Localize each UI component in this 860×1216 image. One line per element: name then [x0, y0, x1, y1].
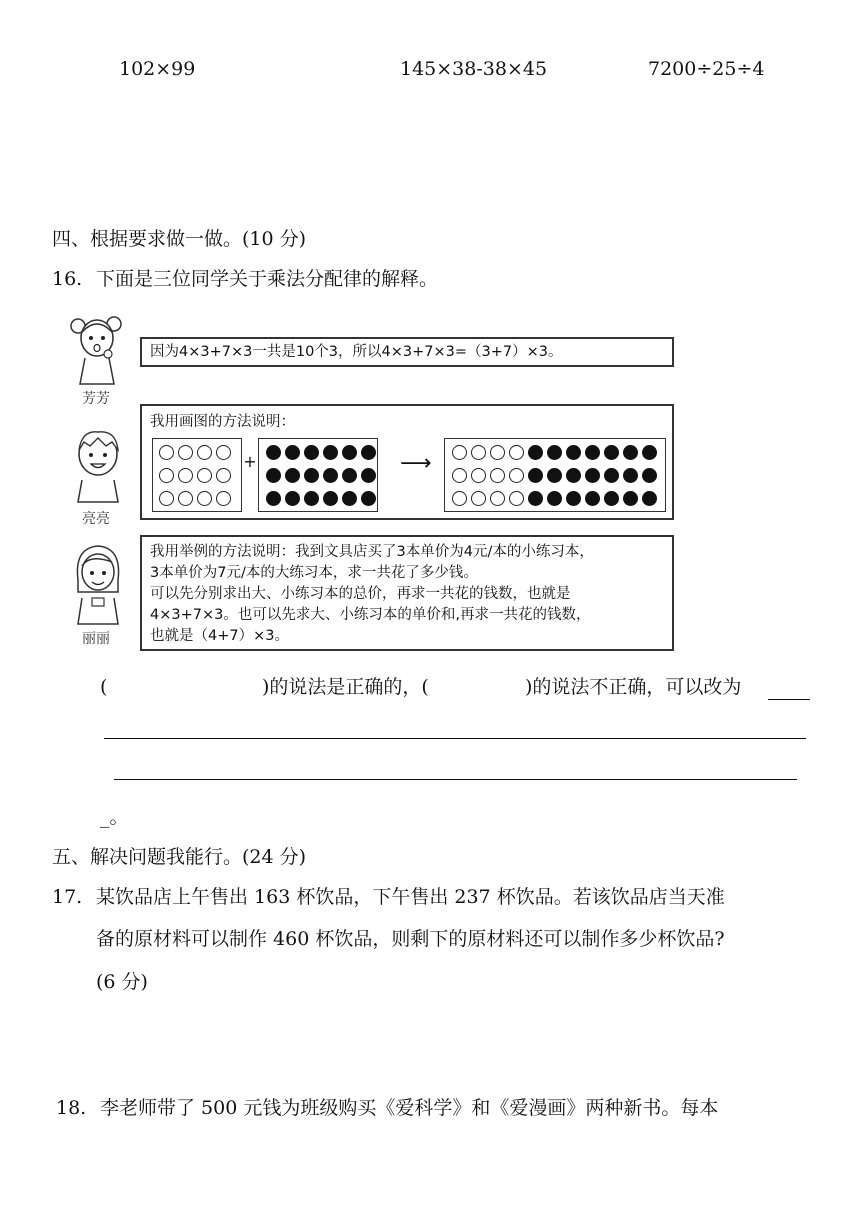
filled-dot-icon: [323, 445, 338, 460]
open-circle-icon: [159, 445, 174, 460]
filled-dot-icon: [323, 468, 338, 483]
lili-speech-line-5: 也就是（4+7）×3。: [150, 628, 289, 644]
filled-dot-icon: [642, 491, 657, 506]
open-circle-icon: [490, 491, 505, 506]
answer-open-paren: (: [100, 676, 108, 698]
open-circle-icon: [216, 491, 231, 506]
calc-expr-3: 7200÷25÷4: [648, 58, 765, 80]
filled-dot-icon: [623, 468, 638, 483]
filled-dot-icon: [566, 445, 581, 460]
open-circle-icon: [216, 468, 231, 483]
open-circle-icon: [197, 468, 212, 483]
section-5-title: 五、解决问题我能行。(24 分): [52, 846, 307, 868]
student-name-fangfang: 芳芳: [82, 391, 110, 407]
filled-dot-icon: [528, 445, 543, 460]
filled-dot-icon: [361, 491, 376, 506]
liangliang-speech-text: 我用画图的方法说明：: [150, 414, 295, 430]
q17-line-2: 备的原材料可以制作 460 杯饮品，则剩下的原材料还可以制作多少杯饮品?: [96, 928, 725, 950]
filled-dot-icon: [304, 468, 319, 483]
filled-dot-icon: [604, 468, 619, 483]
answer-line-2[interactable]: [104, 738, 806, 739]
filled-dot-icon: [266, 468, 281, 483]
open-circle-icon: [490, 468, 505, 483]
filled-dot-icon: [547, 445, 562, 460]
answer-blank-3[interactable]: [768, 699, 810, 700]
filled-dot-icon: [547, 491, 562, 506]
open-circle-icon: [471, 468, 486, 483]
open-circle-icon: [197, 491, 212, 506]
arrow-right-icon: ⟶: [400, 451, 432, 476]
answer-mid-text: )的说法是正确的，(: [262, 676, 429, 698]
lili-speech-line-3: 可以先分别求出大、小练习本的总价，再求一共花的钱数，也就是: [150, 586, 571, 602]
open-circle-icon: [216, 445, 231, 460]
filled-dot-icon: [566, 468, 581, 483]
filled-dot-icon: [623, 445, 638, 460]
filled-dot-icon: [604, 491, 619, 506]
girl-lili-avatar-icon: [68, 540, 128, 626]
filled-dot-icon: [342, 491, 357, 506]
lili-speech-line-2: 3本单价为7元/本的大练习本，求一共花了多少钱。: [150, 565, 478, 581]
lili-speech-box: [140, 535, 674, 651]
girl-fangfang-avatar-icon: [68, 308, 126, 390]
calc-expr-2: 145×38-38×45: [400, 58, 548, 80]
lili-speech-line-4: 4×3+7×3。也可以先求大、小练习本的单价和,再求一共花的钱数，: [150, 607, 591, 623]
filled-dot-icon: [361, 468, 376, 483]
lili-speech-line-1: 我用举例的方法说明：我到文具店买了3本单价为4元/本的小练习本，: [150, 544, 594, 560]
open-circle-icon: [509, 491, 524, 506]
filled-dot-icon: [585, 445, 600, 460]
filled-dot-icon: [547, 468, 562, 483]
filled-dot-icon: [304, 491, 319, 506]
answer-line-3[interactable]: [114, 779, 797, 780]
open-circle-icon: [471, 491, 486, 506]
filled-dot-icon: [623, 491, 638, 506]
fangfang-speech-text: 因为4×3+7×3一共是10个3，所以4×3+7×3=（3+7）×3。: [150, 344, 563, 360]
filled-dot-icon: [528, 491, 543, 506]
q17-line-3: (6 分): [96, 971, 148, 993]
answer-tail: _。: [100, 806, 129, 828]
student-name-liangliang: 亮亮: [82, 511, 110, 527]
filled-dot-icon: [266, 491, 281, 506]
filled-dot-icon: [604, 445, 619, 460]
open-circle-icon: [471, 445, 486, 460]
q17-number: 17.: [52, 886, 83, 908]
filled-dot-icon: [285, 491, 300, 506]
open-circle-icon: [452, 445, 467, 460]
filled-dot-icon: [642, 468, 657, 483]
boy-liangliang-avatar-icon: [68, 424, 128, 504]
filled-dot-icon: [304, 445, 319, 460]
open-circle-icon: [490, 445, 505, 460]
filled-dot-icon: [342, 468, 357, 483]
open-circle-icon: [159, 491, 174, 506]
student-name-lili: 丽丽: [82, 631, 110, 647]
plus-sign: +: [243, 452, 257, 471]
filled-dot-icon: [361, 445, 376, 460]
filled-dot-icon: [285, 445, 300, 460]
filled-dot-icon: [642, 445, 657, 460]
filled-dot-icon: [285, 468, 300, 483]
calc-expr-1: 102×99: [119, 58, 196, 80]
filled-dot-icon: [342, 445, 357, 460]
q17-line-1: 某饮品店上午售出 163 杯饮品，下午售出 237 杯饮品。若该饮品店当天准: [96, 886, 725, 908]
filled-dot-icon: [323, 491, 338, 506]
filled-dot-icon: [528, 468, 543, 483]
q18-number: 18.: [56, 1097, 87, 1119]
filled-dot-icon: [585, 468, 600, 483]
answer-end-text: )的说法不正确，可以改为: [525, 676, 742, 698]
section-4-title: 四、根据要求做一做。(10 分): [52, 228, 307, 250]
open-circle-icon: [178, 468, 193, 483]
open-circle-icon: [452, 468, 467, 483]
open-circle-icon: [178, 445, 193, 460]
open-circle-icon: [159, 468, 174, 483]
open-circle-icon: [509, 445, 524, 460]
filled-dot-icon: [266, 445, 281, 460]
q16-number: 16.: [52, 268, 83, 290]
liangliang-diagram-box: [140, 404, 674, 520]
filled-dot-icon: [585, 491, 600, 506]
open-circle-icon: [178, 491, 193, 506]
open-circle-icon: [452, 491, 467, 506]
open-circle-icon: [197, 445, 212, 460]
q18-line-1: 李老师带了 500 元钱为班级购买《爱科学》和《爱漫画》两种新书。每本: [100, 1097, 719, 1119]
fangfang-speech-box: [140, 337, 674, 367]
q16-text: 下面是三位同学关于乘法分配律的解释。: [96, 268, 439, 290]
filled-dot-icon: [566, 491, 581, 506]
open-circle-icon: [509, 468, 524, 483]
